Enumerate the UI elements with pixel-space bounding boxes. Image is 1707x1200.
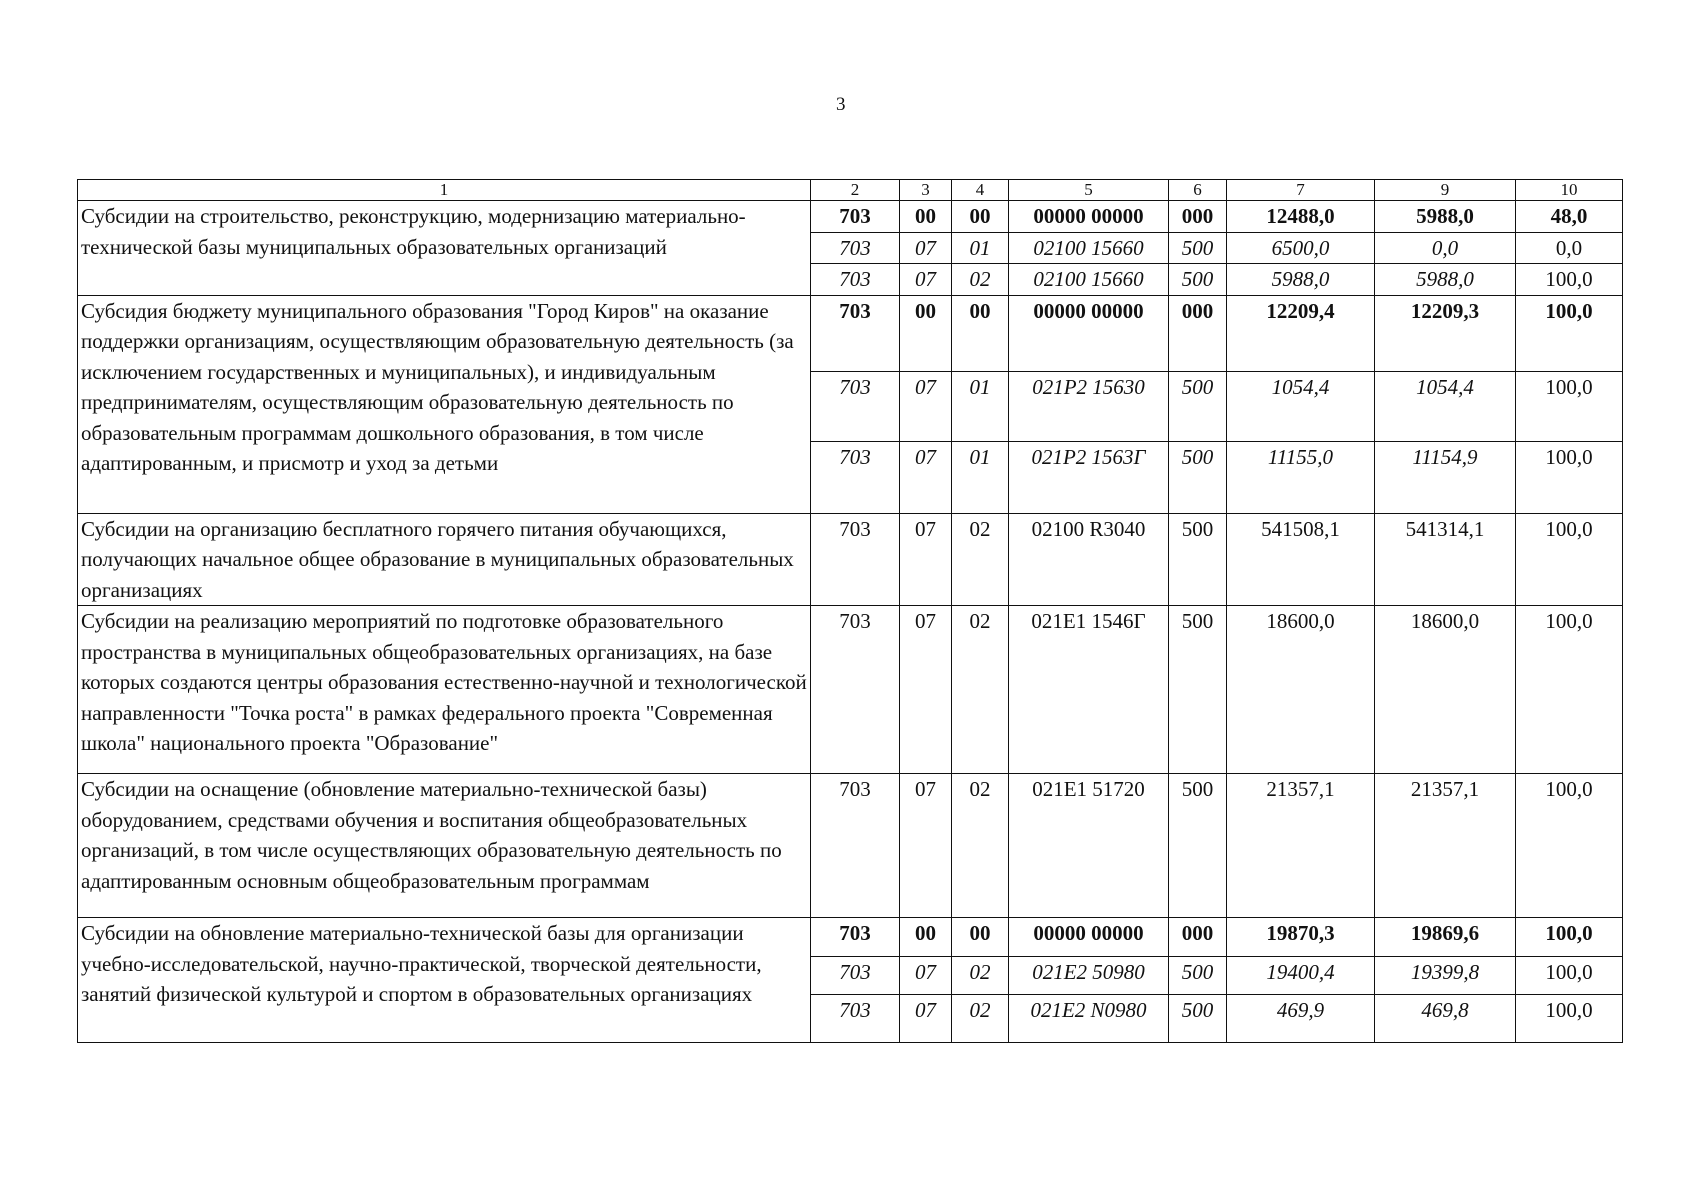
cell-c4: 00 (952, 295, 1009, 371)
table-row (78, 201, 1623, 233)
cell-c7: 469,9 (1227, 995, 1375, 1043)
cell-c10: 0,0 (1516, 232, 1623, 264)
cell-c2: 703 (811, 371, 900, 441)
cell-c10: 100,0 (1516, 957, 1623, 995)
cell-c9: 11154,9 (1375, 441, 1516, 513)
cell-c2: 703 (811, 441, 900, 513)
cell-c2: 703 (811, 957, 900, 995)
cell-c10: 100,0 (1516, 918, 1623, 957)
cell-c10: 100,0 (1516, 371, 1623, 441)
cell-c9: 1054,4 (1375, 371, 1516, 441)
cell-c9: 19399,8 (1375, 957, 1516, 995)
table-row (78, 513, 1623, 606)
description-cell: Субсидии на организацию бесплатного горячего питания обучающихся, получающих начальное общее образование в муниципальных образовательных организациях (78, 513, 811, 606)
cell-c3: 07 (900, 232, 952, 264)
cell-c6: 500 (1169, 441, 1227, 513)
header-cell: 7 (1227, 180, 1375, 201)
cell-c9: 21357,1 (1375, 774, 1516, 918)
cell-c10: 100,0 (1516, 295, 1623, 371)
cell-c7: 18600,0 (1227, 606, 1375, 774)
description-cell: Субсидии на обновление материально-технической базы для организации учебно-исследовательской, научно-практической, творческой деятельности, занятий физической культурой и спортом в образовательных организациях (78, 918, 811, 1043)
cell-c7: 5988,0 (1227, 264, 1375, 296)
cell-c4: 01 (952, 441, 1009, 513)
cell-c10: 100,0 (1516, 441, 1623, 513)
cell-c6: 500 (1169, 774, 1227, 918)
cell-c6: 500 (1169, 957, 1227, 995)
cell-c6: 500 (1169, 995, 1227, 1043)
page-number: 3 (836, 94, 846, 115)
cell-c3: 07 (900, 606, 952, 774)
cell-c7: 6500,0 (1227, 232, 1375, 264)
header-cell: 2 (811, 180, 900, 201)
cell-c2: 703 (811, 232, 900, 264)
header-cell: 1 (78, 180, 811, 201)
cell-c7: 19870,3 (1227, 918, 1375, 957)
cell-c2: 703 (811, 201, 900, 233)
cell-c4: 02 (952, 606, 1009, 774)
cell-c3: 07 (900, 513, 952, 606)
table-row (78, 606, 1623, 774)
cell-c10: 100,0 (1516, 264, 1623, 296)
cell-c5: 02100 15660 (1009, 264, 1169, 296)
cell-c6: 000 (1169, 295, 1227, 371)
cell-c9: 5988,0 (1375, 201, 1516, 233)
cell-c2: 703 (811, 295, 900, 371)
cell-c2: 703 (811, 264, 900, 296)
cell-c10: 100,0 (1516, 606, 1623, 774)
table-row (78, 295, 1623, 371)
cell-c7: 21357,1 (1227, 774, 1375, 918)
cell-c4: 01 (952, 232, 1009, 264)
cell-c5: 021E2 50980 (1009, 957, 1169, 995)
cell-c4: 00 (952, 918, 1009, 957)
cell-c6: 000 (1169, 918, 1227, 957)
cell-c10: 100,0 (1516, 513, 1623, 606)
header-cell: 10 (1516, 180, 1623, 201)
header-row (78, 180, 1623, 201)
table-row (78, 774, 1623, 918)
cell-c4: 02 (952, 264, 1009, 296)
cell-c4: 02 (952, 513, 1009, 606)
cell-c3: 00 (900, 918, 952, 957)
cell-c9: 5988,0 (1375, 264, 1516, 296)
cell-c9: 469,8 (1375, 995, 1516, 1043)
description-cell: Субсидии на оснащение (обновление материально-технической базы) оборудованием, средствами обучения и воспитания общеобразовательных организаций, в том числе осуществляющих образовательную деятельность по адаптированным основным общеобразовательным программам (78, 774, 811, 918)
cell-c3: 00 (900, 201, 952, 233)
cell-c5: 021E2 N0980 (1009, 995, 1169, 1043)
description-cell: Субсидия бюджету муниципального образования "Город Киров" на оказание поддержки организациям, осуществляющим образовательную деятельность (за исключением государственных и муниципальных), и индивидуальным предпринимателям, осуществляющим образовательную деятельность по образовательным программам дошкольного образования, в том числе адаптированным, и присмотр и уход за детьми (78, 295, 811, 513)
cell-c6: 000 (1169, 201, 1227, 233)
cell-c9: 18600,0 (1375, 606, 1516, 774)
cell-c6: 500 (1169, 232, 1227, 264)
cell-c5: 021P2 15630 (1009, 371, 1169, 441)
cell-c5: 02100 R3040 (1009, 513, 1169, 606)
cell-c7: 11155,0 (1227, 441, 1375, 513)
cell-c6: 500 (1169, 513, 1227, 606)
cell-c5: 021E1 1546Г (1009, 606, 1169, 774)
cell-c3: 00 (900, 295, 952, 371)
cell-c7: 541508,1 (1227, 513, 1375, 606)
cell-c10: 100,0 (1516, 995, 1623, 1043)
cell-c2: 703 (811, 995, 900, 1043)
cell-c5: 02100 15660 (1009, 232, 1169, 264)
cell-c10: 100,0 (1516, 774, 1623, 918)
header-cell: 3 (900, 180, 952, 201)
table-body (78, 180, 1623, 1043)
cell-c2: 703 (811, 606, 900, 774)
header-cell: 4 (952, 180, 1009, 201)
cell-c5: 021P2 1563Г (1009, 441, 1169, 513)
cell-c9: 541314,1 (1375, 513, 1516, 606)
cell-c3: 07 (900, 371, 952, 441)
cell-c3: 07 (900, 441, 952, 513)
cell-c6: 500 (1169, 606, 1227, 774)
cell-c7: 1054,4 (1227, 371, 1375, 441)
cell-c4: 00 (952, 201, 1009, 233)
cell-c6: 500 (1169, 264, 1227, 296)
cell-c5: 00000 00000 (1009, 918, 1169, 957)
cell-c4: 02 (952, 995, 1009, 1043)
cell-c3: 07 (900, 774, 952, 918)
cell-c3: 07 (900, 995, 952, 1043)
cell-c9: 19869,6 (1375, 918, 1516, 957)
cell-c2: 703 (811, 918, 900, 957)
cell-c4: 02 (952, 774, 1009, 918)
cell-c7: 19400,4 (1227, 957, 1375, 995)
table-row (78, 918, 1623, 957)
cell-c5: 00000 00000 (1009, 201, 1169, 233)
cell-c3: 07 (900, 957, 952, 995)
cell-c5: 00000 00000 (1009, 295, 1169, 371)
cell-c2: 703 (811, 513, 900, 606)
budget-table (77, 179, 1623, 1043)
header-cell: 6 (1169, 180, 1227, 201)
cell-c7: 12209,4 (1227, 295, 1375, 371)
cell-c3: 07 (900, 264, 952, 296)
header-cell: 5 (1009, 180, 1169, 201)
cell-c9: 0,0 (1375, 232, 1516, 264)
cell-c10: 48,0 (1516, 201, 1623, 233)
description-cell: Субсидии на реализацию мероприятий по подготовке образовательного пространства в муниципальных общеобразовательных организациях, на базе которых создаются центры образования естественно-научной и технологической направленности "Точка роста" в рамках федерального проекта "Современная школа" национального проекта "Образование" (78, 606, 811, 774)
description-cell: Субсидии на строительство, реконструкцию, модернизацию материально-технической базы муниципальных образовательных организаций (78, 201, 811, 296)
cell-c6: 500 (1169, 371, 1227, 441)
cell-c7: 12488,0 (1227, 201, 1375, 233)
cell-c4: 01 (952, 371, 1009, 441)
header-cell: 9 (1375, 180, 1516, 201)
cell-c2: 703 (811, 774, 900, 918)
cell-c9: 12209,3 (1375, 295, 1516, 371)
cell-c5: 021E1 51720 (1009, 774, 1169, 918)
cell-c4: 02 (952, 957, 1009, 995)
